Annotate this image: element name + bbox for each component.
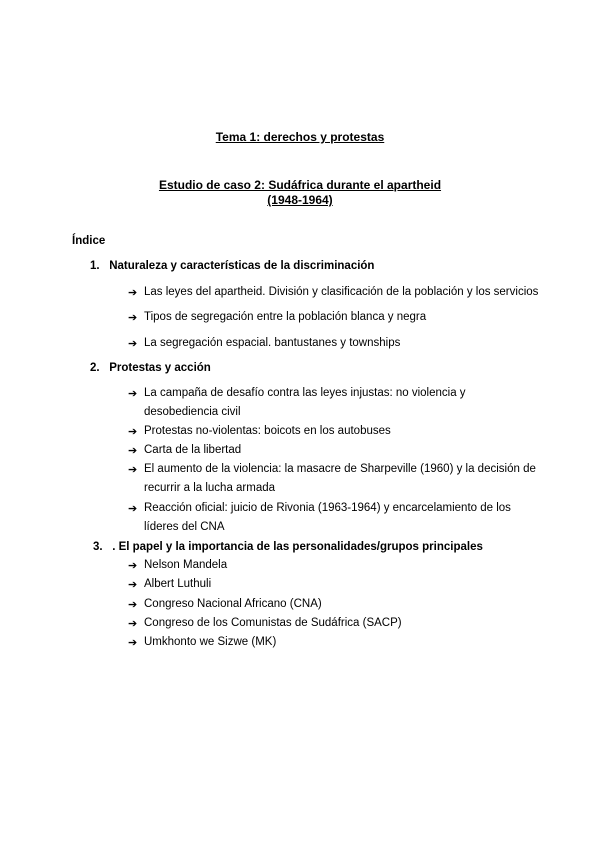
arrow-bullet-icon: ➔: [128, 464, 138, 476]
arrow-bullet-icon: ➔: [128, 312, 138, 324]
section-2-heading: [90, 362, 211, 374]
list-item-line: líderes del CNA: [144, 521, 225, 533]
arrow-bullet-icon: ➔: [128, 388, 138, 400]
list-item: La segregación espacial. bantustanes y townships: [144, 337, 401, 349]
arrow-bullet-icon: ➔: [128, 287, 138, 299]
list-item-line: recurrir a la lucha armada: [144, 482, 276, 494]
list-item: Congreso de los Comunistas de Sudáfrica (SACP): [144, 617, 402, 629]
arrow-bullet-icon: ➔: [128, 503, 138, 515]
case-study-title: Estudio de caso 2: Sudáfrica durante el apartheid: [158, 178, 442, 192]
list-item-line: La campaña de desafío contra las leyes injustas: no violencia y: [144, 387, 466, 399]
list-item-line: El aumento de la violencia: la masacre de Sharpeville (1960) y la decisión de: [144, 463, 536, 475]
arrow-bullet-icon: ➔: [128, 618, 138, 630]
arrow-bullet-icon: ➔: [128, 426, 138, 438]
section-title: Protestas y acción: [109, 362, 211, 374]
index-heading: Índice: [72, 235, 106, 247]
list-item: Congreso Nacional Africano (CNA): [144, 598, 322, 610]
arrow-bullet-icon: ➔: [128, 579, 138, 591]
arrow-bullet-icon: ➔: [128, 445, 138, 457]
list-item: Las leyes del apartheid. División y clasificación de la población y los servicios: [144, 286, 539, 298]
arrow-bullet-icon: ➔: [128, 637, 138, 649]
page-title: Tema 1: derechos y protestas: [215, 130, 385, 144]
arrow-bullet-icon: ➔: [128, 560, 138, 572]
case-study-years: (1948-1964): [267, 193, 333, 207]
list-item: Carta de la libertad: [144, 444, 242, 456]
section-3-heading: [93, 541, 483, 553]
list-item: Albert Luthuli: [144, 578, 212, 590]
list-item: Protestas no-violentas: boicots en los autobuses: [144, 425, 391, 437]
section-number: 2.: [90, 362, 100, 374]
list-item-line: desobediencia civil: [144, 406, 241, 418]
list-item: Umkhonto we Sizwe (MK): [144, 636, 277, 648]
list-item: Tipos de segregación entre la población blanca y negra: [144, 311, 427, 323]
section-title: Naturaleza y características de la discriminación: [109, 260, 375, 272]
section-title: . El papel y la importancia de las personalidades/grupos principales: [112, 541, 483, 553]
section-1-heading: [90, 260, 374, 272]
list-item: Nelson Mandela: [144, 559, 228, 571]
list-item-line: Reacción oficial: juicio de Rivonia (1963-1964) y encarcelamiento de los: [144, 502, 511, 514]
section-number: 1.: [90, 260, 100, 272]
arrow-bullet-icon: ➔: [128, 599, 138, 611]
arrow-bullet-icon: ➔: [128, 338, 138, 350]
section-number: 3.: [93, 541, 103, 553]
